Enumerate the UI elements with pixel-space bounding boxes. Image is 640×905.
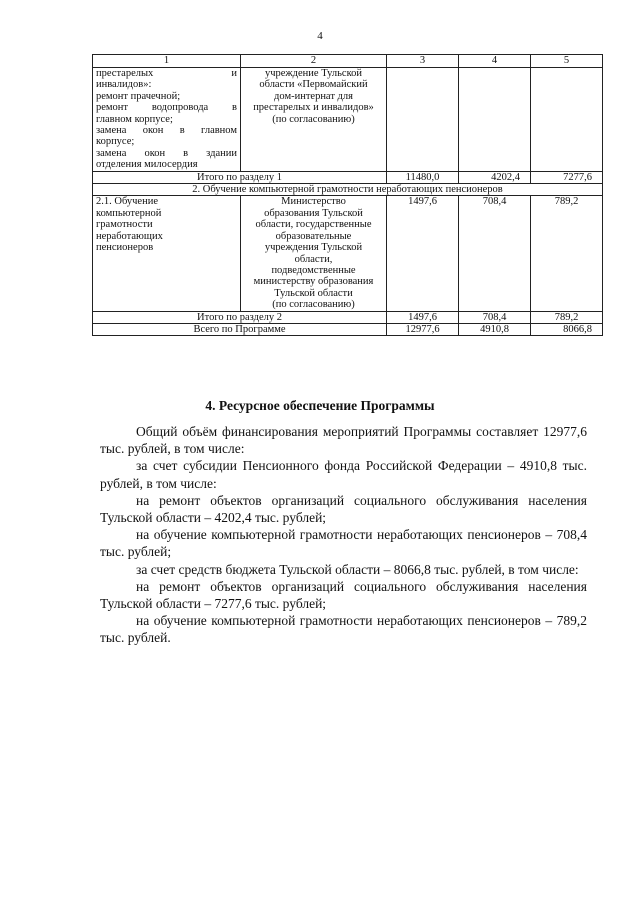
total-value: 11480,0	[387, 171, 459, 183]
total-value: 4202,4	[459, 171, 531, 183]
measure-line: престарелых и	[96, 68, 237, 79]
paragraph: Общий объём финансирования мероприятий Программы составляет 12977,6 тыс. рублей, в том числе:	[100, 424, 587, 457]
measure-line: корпусе;	[96, 136, 135, 148]
paragraph: за счет субсидии Пенсионного фонда Российской Федерации – 4910,8 тыс. рублей, в том числе:	[100, 458, 587, 491]
executor-cell	[241, 196, 387, 311]
section2-title-row	[93, 184, 603, 196]
measure-line: 2.1. Обучение	[96, 196, 158, 208]
executor-line: Тульской области	[274, 287, 353, 299]
value-cell: 708,4	[459, 196, 531, 311]
total-value: 708,4	[459, 311, 531, 323]
total-label: Итого по разделу 2	[93, 311, 387, 323]
header-cell: 5	[531, 55, 603, 68]
total-value: 1497,6	[387, 311, 459, 323]
table-row-2-1	[93, 196, 603, 311]
total-label: Итого по разделу 1	[93, 171, 387, 183]
paragraph: на ремонт объектов организаций социального обслуживания населения Тульской области – 4202,4 тыс. рублей;	[100, 492, 587, 526]
header-cell: 1	[93, 55, 241, 68]
measure-line: компьютерной	[96, 207, 162, 219]
total-value: 8066,8	[531, 323, 603, 335]
measure-cell	[93, 196, 241, 311]
executor-cell	[241, 68, 387, 172]
measure-line: ремонт водопровода в	[96, 102, 237, 114]
section-title: 2. Обучение компьютерной грамотности неработающих пенсионеров	[93, 184, 603, 196]
total-value: 4910,8	[459, 323, 531, 335]
executor-line: области, государственные	[255, 219, 372, 231]
executor-line: области «Первомайский	[259, 79, 368, 91]
measure-line: пенсионеров	[96, 242, 154, 254]
header-cell: 2	[241, 55, 387, 68]
measure-line: ремонт прачечной;	[96, 90, 181, 102]
measure-line: инвалидов»:	[96, 79, 152, 91]
executor-line: (по согласованию)	[272, 113, 355, 125]
section-body	[100, 423, 587, 647]
program-total-row	[93, 323, 603, 335]
total-label: Всего по Программе	[93, 323, 387, 335]
page-number: 4	[317, 30, 323, 42]
executor-line: дом-интернат для	[274, 90, 353, 102]
paragraph: на обучение компьютерной грамотности неработающих пенсионеров – 708,4 тыс. рублей;	[100, 527, 587, 560]
executor-line: подведомственные	[271, 264, 356, 276]
executor-line: учреждения Тульской	[264, 242, 363, 254]
total-value: 789,2	[531, 311, 603, 323]
program-table	[92, 54, 603, 336]
paragraph: на обучение компьютерной грамотности неработающих пенсионеров – 789,2 тыс. рублей.	[100, 613, 587, 646]
header-cell: 3	[387, 55, 459, 68]
table-row-continuation	[93, 68, 603, 172]
value-cell	[531, 68, 603, 172]
paragraph: за счет средств бюджета Тульской области – 8066,8 тыс. рублей, в том числе:	[136, 561, 579, 577]
table-header-row	[93, 55, 603, 68]
measure-line: главном корпусе;	[96, 113, 173, 125]
value-cell: 1497,6	[387, 196, 459, 311]
executor-line: Министерство	[281, 196, 346, 208]
value-cell: 789,2	[531, 196, 603, 311]
section1-total-row	[93, 171, 603, 183]
section-heading: 4. Ресурсное обеспечение Программы	[205, 398, 435, 413]
section2-total-row	[93, 311, 603, 323]
measure-line: замена окон в главном	[96, 125, 237, 137]
measure-cell	[93, 68, 241, 172]
executor-line: министерству образования	[253, 276, 374, 288]
measure-line: замена окон в здании	[96, 147, 237, 159]
header-cell: 4	[459, 55, 531, 68]
executor-line: престарелых и инвалидов»	[253, 102, 374, 114]
executor-line: области,	[294, 253, 333, 265]
value-cell	[387, 68, 459, 172]
value-cell	[459, 68, 531, 172]
measure-line: неработающих	[96, 230, 163, 242]
executor-line: образовательные	[275, 230, 352, 242]
executor-line: (по согласованию)	[272, 299, 355, 311]
paragraph: на ремонт объектов организаций социального обслуживания населения Тульской области – 7277,6 тыс. рублей;	[100, 578, 587, 612]
measure-line: грамотности	[96, 219, 153, 231]
executor-line: образования Тульской	[264, 207, 363, 219]
total-value: 7277,6	[531, 171, 603, 183]
executor-line: учреждение Тульской	[264, 68, 363, 79]
measure-line: отделения милосердия	[96, 159, 198, 171]
total-value: 12977,6	[387, 323, 459, 335]
